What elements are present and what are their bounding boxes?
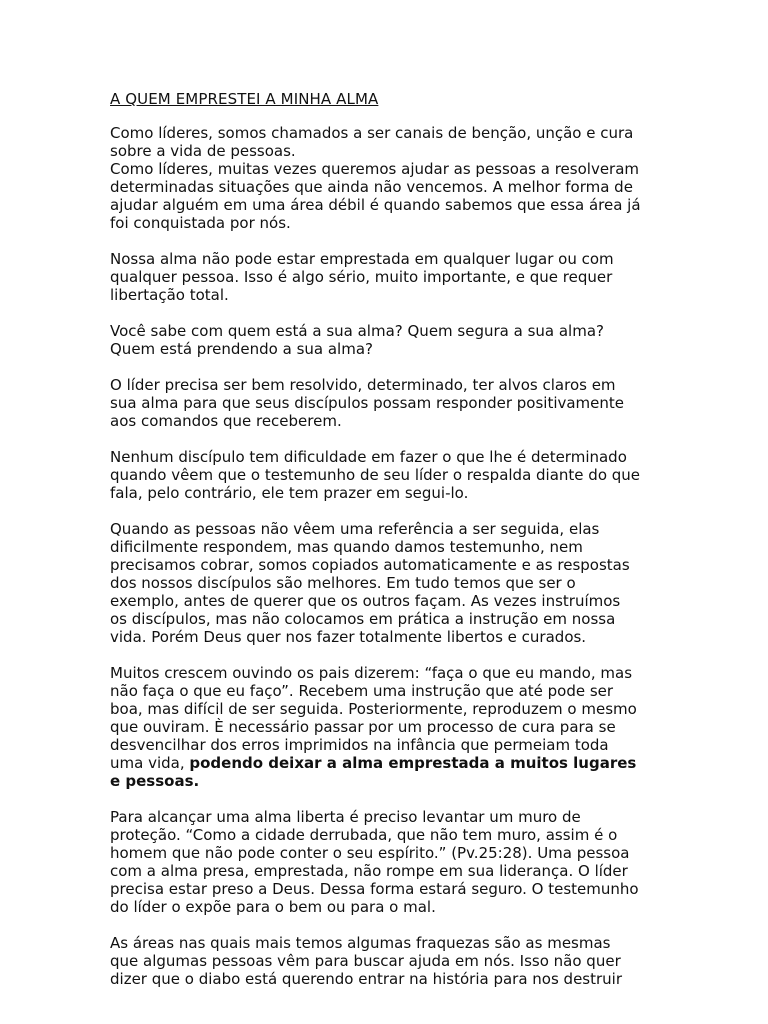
text-line: desvencilhar dos erros imprimidos na infância que permeiam toda [110,736,609,754]
paragraph-8 [110,808,662,916]
document-title: A QUEM EMPRESTEI A MINHA ALMA [110,90,379,108]
paragraph-5 [110,448,662,502]
text-line: do líder o expõe para o bem ou para o mal. [110,898,436,916]
text-line: vida. Porém Deus quer nos fazer totalmente libertos e curados. [110,628,587,646]
text-line: não faça o que eu faço”. Recebem uma instrução que até pode ser [110,682,614,700]
text-segment: uma vida, [110,754,190,772]
text-line: Como líderes, somos chamados a ser canais de benção, unção e cura [110,124,634,142]
bold-text-segment: podendo deixar a alma emprestada a muitos lugares [189,754,637,772]
text-line: que algumas pessoas vêm para buscar ajuda em nós. Isso não quer [110,952,621,970]
text-line: fala, pelo contrário, ele tem prazer em segui-lo. [110,484,469,502]
paragraph-2 [110,250,662,304]
text-line: Quem está prendendo a sua alma? [110,340,373,358]
paragraph-6 [110,520,662,646]
paragraph-1 [110,124,662,232]
text-line: que ouviram. È necessário passar por um processo de cura para se [110,718,616,736]
text-line: proteção. “Como a cidade derrubada, que não tem muro, assim é o [110,826,618,844]
text-line: os discípulos, mas não colocamos em prática a instrução em nossa [110,610,616,628]
paragraph-7 [110,664,662,790]
paragraph-3 [110,322,662,358]
paragraph-9 [110,934,662,988]
text-line: Muitos crescem ouvindo os pais dizerem: “faça o que eu mando, mas [110,664,633,682]
text-line: dificilmente respondem, mas quando damos testemunho, nem [110,538,583,556]
text-line: Nossa alma não pode estar emprestada em qualquer lugar ou com [110,250,614,268]
text-line: precisa estar preso a Deus. Dessa forma estará seguro. O testemunho [110,880,639,898]
mixed-text-line [110,754,662,772]
bold-text-line: e pessoas. [110,772,200,790]
text-line: homem que não pode conter o seu espírito.” (Pv.25:28). Uma pessoa [110,844,630,862]
text-line: sobre a vida de pessoas. [110,142,296,160]
paragraph-4 [110,376,662,430]
text-line: sua alma para que seus discípulos possam responder positivamente [110,394,625,412]
text-line: determinadas situações que ainda não vencemos. A melhor forma de [110,178,633,196]
text-line: boa, mas difícil de ser seguida. Posteriormente, reproduzem o mesmo [110,700,637,718]
document-page [110,90,662,1006]
text-line: Nenhum discípulo tem dificuldade em fazer o que lhe é determinado [110,448,627,466]
text-line: Quando as pessoas não vêem uma referência a ser seguida, elas [110,520,600,538]
text-line: com a alma presa, emprestada, não rompe em sua liderança. O líder [110,862,628,880]
text-line: Como líderes, muitas vezes queremos ajudar as pessoas a resolveram [110,160,640,178]
text-line: foi conquistada por nós. [110,214,291,232]
text-line: As áreas nas quais mais temos algumas fraquezas são as mesmas [110,934,611,952]
text-line: libertação total. [110,286,229,304]
text-line: O líder precisa ser bem resolvido, determinado, ter alvos claros em [110,376,616,394]
text-line: Para alcançar uma alma liberta é preciso levantar um muro de [110,808,581,826]
text-line: exemplo, antes de querer que os outros façam. As vezes instruímos [110,592,621,610]
text-line: ajudar alguém em uma área débil é quando sabemos que essa área já [110,196,641,214]
text-line: precisamos cobrar, somos copiados automaticamente e as respostas [110,556,630,574]
text-line: quando vêem que o testemunho de seu líder o respalda diante do que [110,466,641,484]
text-line: dizer que o diabo está querendo entrar na história para nos destruir [110,970,623,988]
text-line: aos comandos que receberem. [110,412,342,430]
text-line: dos nossos discípulos são melhores. Em tudo temos que ser o [110,574,576,592]
text-line: qualquer pessoa. Isso é algo sério, muito importante, e que requer [110,268,613,286]
text-line: Você sabe com quem está a sua alma? Quem segura a sua alma? [110,322,604,340]
